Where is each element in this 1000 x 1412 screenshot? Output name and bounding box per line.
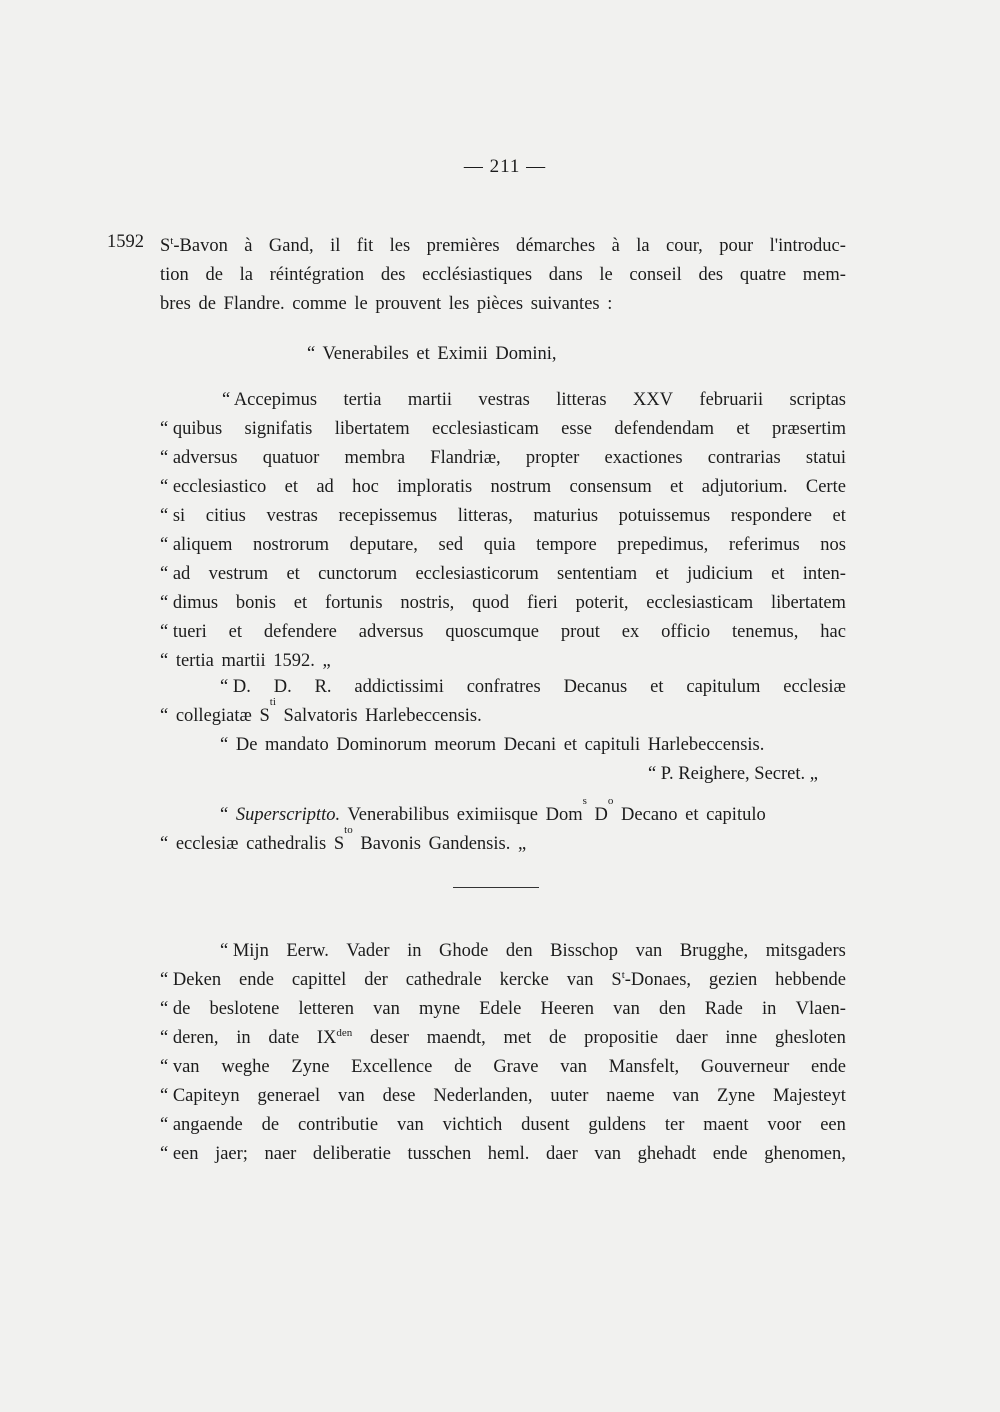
latin-letter-word: quod <box>472 593 510 613</box>
signature-block <box>160 673 846 789</box>
dutch-letter-word: Vlaen- <box>795 999 846 1019</box>
latin-letter-word: imploratis <box>397 477 473 497</box>
dutch-letter-word: Heeren <box>540 999 594 1019</box>
latin-letter-word: vestras <box>266 506 318 526</box>
superscription-line-2 <box>160 824 846 859</box>
latin-letter-line <box>160 618 846 647</box>
dutch-letter-word: propositie <box>584 1028 659 1048</box>
latin-letter-word: cunctorum <box>318 564 398 584</box>
latin-letter-word: statui <box>805 448 846 468</box>
dutch-letter-word: guldens <box>588 1115 646 1135</box>
latin-letter-word: esse <box>561 419 592 439</box>
dutch-letter-word: generael <box>257 1086 321 1106</box>
latin-letter-word: et <box>293 593 308 613</box>
signature-line-1 <box>160 673 846 702</box>
signature-line-2-post: Salvatoris Harlebeccensis. <box>275 706 482 726</box>
intro-word: réintégration <box>269 265 365 285</box>
dutch-letter-word: Mansfelt, <box>608 1057 680 1077</box>
signature-word: D. <box>273 677 292 697</box>
dutch-letter-word: ende <box>811 1057 846 1077</box>
dutch-letter <box>160 937 846 1169</box>
dutch-letter-word: Gouverneur <box>700 1057 790 1077</box>
dutch-letter-word: de <box>261 1115 280 1135</box>
superscription-line-1 <box>160 795 846 830</box>
signature-word: “ D. <box>220 677 251 697</box>
latin-letter-word: adjutorium. <box>701 477 788 497</box>
signature-word: addictissimi <box>354 677 444 697</box>
dutch-letter-word: beslotene <box>209 999 280 1019</box>
dutch-letter-word: naer <box>264 1144 297 1164</box>
latin-letter-line <box>160 473 846 502</box>
latin-letter-line <box>160 444 846 473</box>
dutch-letter-word: Excellence <box>351 1057 433 1077</box>
latin-letter-line <box>160 531 846 560</box>
latin-letter-word: scriptas <box>789 390 846 410</box>
dutch-letter-word: maent <box>703 1115 749 1135</box>
latin-letter-word: defendere <box>263 622 337 642</box>
dutch-letter-word: Rade <box>704 999 743 1019</box>
intro-word: de <box>205 265 223 285</box>
dutch-letter-word: inne <box>725 1028 758 1048</box>
latin-letter-line <box>160 415 846 444</box>
latin-letter-word: hac <box>820 622 846 642</box>
dutch-letter-word: Eerw. <box>286 941 329 961</box>
dutch-letter-word: daer <box>545 1144 578 1164</box>
latin-letter-word: XXV <box>632 390 674 410</box>
latin-letter-word: ex <box>621 622 640 642</box>
intro-word: la <box>636 236 650 256</box>
latin-letter-word: contrarias <box>707 448 781 468</box>
superscription-rest: Venerabilibus eximiisque Dom <box>340 805 583 825</box>
latin-letter-word: membra <box>344 448 406 468</box>
latin-letter-word: poterit, <box>575 593 629 613</box>
intro-word: démarches <box>516 236 596 256</box>
intro-word: ecclésiastiques <box>422 265 533 285</box>
latin-letter-word: nostris, <box>400 593 455 613</box>
dutch-letter-word: “ van <box>160 1057 200 1077</box>
intro-word: il <box>330 236 341 256</box>
dutch-letter-word: Ghode <box>439 941 489 961</box>
latin-letter-word: “ ad <box>160 564 191 584</box>
dutch-letter-word: Zyne <box>717 1086 756 1106</box>
margin-year: 1592 <box>107 232 144 252</box>
dutch-letter-word: kercke <box>499 970 549 990</box>
intro-word: $S^t$-Bavon <box>160 234 228 256</box>
dutch-letter-word: heml. <box>487 1144 530 1164</box>
latin-letter-word: nostrum <box>490 477 552 497</box>
dutch-letter-word: der <box>364 970 388 990</box>
dutch-letter-word: deser <box>369 1028 410 1048</box>
dutch-letter-word: Nederlanden, <box>433 1086 533 1106</box>
intro-word: premières <box>426 236 500 256</box>
latin-letter-word: potuissemus <box>618 506 711 526</box>
superscription-end: Decano et capitulo <box>613 805 766 825</box>
dutch-letter-word: ende <box>712 1144 748 1164</box>
latin-letter-word: ecclesiasticam <box>646 593 754 613</box>
signature-line-2-sup: ti <box>269 696 276 708</box>
intro-word: des <box>698 265 724 285</box>
latin-letter-word: maturius <box>533 506 599 526</box>
intro-line <box>160 232 846 261</box>
dutch-letter-word: letteren <box>298 999 354 1019</box>
latin-letter-word: martii <box>407 390 453 410</box>
latin-letter-word: ad <box>316 477 334 497</box>
latin-letter-word: quia <box>483 535 516 555</box>
latin-letter-word: “ aliquem <box>160 535 233 555</box>
intro-word: les <box>389 236 411 256</box>
latin-letter-word: prout <box>560 622 600 642</box>
latin-letter-word: fieri <box>526 593 558 613</box>
page-number: — 211 — <box>463 156 547 177</box>
latin-letter-word: quoscumque <box>445 622 539 642</box>
signature-line-2-pre: “ collegiatæ S <box>160 706 270 726</box>
latin-letter-word: citius <box>205 506 246 526</box>
dutch-letter-word: ter <box>664 1115 685 1135</box>
intro-word: quatre <box>739 265 787 285</box>
latin-letter-word: litteras <box>556 390 607 410</box>
dutch-letter-word: naeme <box>606 1086 655 1106</box>
latin-letter-word: respondere <box>730 506 812 526</box>
dutch-letter-word: van <box>560 1057 587 1077</box>
superscription-label: Superscriptto. <box>235 805 341 825</box>
latin-letter <box>160 386 846 676</box>
dutch-letter-word: jaer; <box>215 1144 248 1164</box>
dutch-letter-word: van <box>373 999 400 1019</box>
superscription-line-2-post: Bavonis Gandensis. „ <box>352 834 527 854</box>
signature-line-2 <box>160 696 846 731</box>
dutch-letter-word: gezien <box>708 970 758 990</box>
latin-letter-word: adversus <box>358 622 424 642</box>
dutch-letter-word: den <box>658 999 686 1019</box>
latin-letter-word: “ Accepimus <box>222 390 318 410</box>
intro-word: le <box>599 265 613 285</box>
dutch-letter-word: van <box>566 970 594 990</box>
dutch-letter-word: van <box>338 1086 365 1106</box>
latin-letter-word: et <box>832 506 846 526</box>
intro-word: à <box>611 236 620 256</box>
dutch-letter-word: cathedrale <box>405 970 482 990</box>
latin-letter-word: sententiam <box>557 564 638 584</box>
dutch-letter-word: “ Mijn <box>220 941 269 961</box>
signature-word: ecclesiæ <box>783 677 846 697</box>
latin-letter-word: et <box>670 477 684 497</box>
dutch-letter-word: $S^t$-Donaes, <box>611 968 692 990</box>
latin-letter-word: et <box>736 419 750 439</box>
latin-letter-word: referimus <box>728 535 800 555</box>
latin-letter-word: “ quibus <box>160 419 223 439</box>
intro-word: Gand, <box>268 236 314 256</box>
latin-letter-word: officio <box>661 622 711 642</box>
latin-letter-word: exactiones <box>604 448 683 468</box>
dutch-letter-word: “ Capiteyn <box>160 1086 240 1106</box>
latin-letter-word: “ adversus <box>160 448 238 468</box>
dutch-letter-line <box>160 966 846 995</box>
dutch-letter-word: Brugghe, <box>679 941 749 961</box>
latin-letter-word: prepedimus, <box>617 535 709 555</box>
dutch-letter-word: van <box>397 1115 424 1135</box>
intro-paragraph <box>160 232 846 319</box>
dutch-letter-word: een <box>820 1115 846 1135</box>
intro-word: fit <box>356 236 374 256</box>
dutch-letter-word: Majesteyt <box>772 1086 846 1106</box>
dutch-letter-word: ghenomen, <box>764 1144 846 1164</box>
superscription-line-2-sup: to <box>344 824 353 836</box>
dutch-letter-word: dusent <box>521 1115 570 1135</box>
latin-letter-word: februarii <box>699 390 764 410</box>
latin-letter-word: bonis <box>235 593 276 613</box>
latin-letter-word: deputare, <box>349 535 418 555</box>
intro-word: cour, <box>666 236 703 256</box>
superscription-mid: D <box>586 805 608 825</box>
latin-letter-word: propter <box>525 448 580 468</box>
dutch-letter-word: capittel <box>291 970 347 990</box>
dutch-letter-word: voor <box>767 1115 802 1135</box>
latin-letter-word: Certe <box>805 477 846 497</box>
dutch-letter-word: Bisschop <box>550 941 619 961</box>
signature-line-3: “ De mandato Dominorum meorum Decani et capituli Harlebeccensis. <box>220 735 765 755</box>
latin-letter-word: tertia <box>343 390 382 410</box>
dutch-letter-word: tusschen <box>407 1144 472 1164</box>
dutch-letter-word: Zyne <box>291 1057 330 1077</box>
dutch-letter-word: den <box>505 941 533 961</box>
latin-letter-line <box>160 560 846 589</box>
dutch-letter-word: weghe <box>221 1057 270 1077</box>
salutation-block <box>160 340 846 369</box>
dutch-letter-word: van <box>672 1086 700 1106</box>
dutch-letter-word: Vader <box>346 941 390 961</box>
intro-word: mem- <box>802 265 846 285</box>
intro-word: pour <box>719 236 754 256</box>
latin-letter-word: defendendam <box>614 419 714 439</box>
latin-letter-word: hoc <box>352 477 379 497</box>
dutch-letter-word: contributie <box>297 1115 379 1135</box>
dutch-letter-word: myne <box>419 999 461 1019</box>
intro-word: l'introduc- <box>769 236 846 256</box>
dutch-letter-word: dese <box>382 1086 416 1106</box>
latin-letter-word: libertatem <box>334 419 410 439</box>
latin-letter-word: “ si <box>160 506 186 526</box>
latin-letter-word: “ tertia martii 1592. „ <box>160 651 331 671</box>
latin-letter-word: sed <box>438 535 464 555</box>
dutch-letter-word: van <box>594 1144 622 1164</box>
superscription-sup-2: o <box>607 795 614 807</box>
intro-word: conseil <box>629 265 682 285</box>
dutch-letter-line <box>160 995 846 1024</box>
intro-line <box>160 261 846 290</box>
superscription-block <box>160 795 846 859</box>
intro-word: bres de Flandre. comme le prouvent les pièces suivantes : <box>160 294 613 314</box>
latin-letter-word: inten- <box>802 564 846 584</box>
latin-letter-word: fortunis <box>324 593 383 613</box>
dutch-letter-word: ghehadt <box>637 1144 697 1164</box>
dutch-letter-line <box>160 1024 846 1053</box>
dutch-letter-word: in <box>762 999 777 1019</box>
latin-letter-word: judicium <box>687 564 753 584</box>
superscription-line-2-pre: “ ecclesiæ cathedralis S <box>160 834 345 854</box>
latin-letter-line <box>160 647 846 676</box>
dutch-letter-word: date <box>268 1028 300 1048</box>
intro-line <box>160 290 846 319</box>
dutch-letter-word: daer <box>675 1028 708 1048</box>
latin-letter-word: signifatis <box>244 419 313 439</box>
dutch-letter-word: vichtich <box>442 1115 503 1135</box>
latin-letter-word: Flandriæ, <box>430 448 501 468</box>
dutch-letter-line <box>160 1082 846 1111</box>
section-divider <box>453 887 539 888</box>
dutch-letter-word: “ de <box>160 999 191 1019</box>
superscription-open: “ <box>220 805 236 825</box>
latin-letter-word: tenemus, <box>732 622 799 642</box>
latin-letter-word: “ dimus <box>160 593 219 613</box>
signature-word: capitulum <box>686 677 761 697</box>
latin-letter-word: præsertim <box>772 419 846 439</box>
latin-letter-word: ecclesiasticorum <box>415 564 539 584</box>
latin-letter-word: nos <box>820 535 846 555</box>
latin-letter-word: et <box>286 564 300 584</box>
signature-word: R. <box>314 677 332 697</box>
salutation: “ Venerabiles et Eximii Domini, <box>307 344 557 364</box>
dutch-letter-line <box>160 1111 846 1140</box>
dutch-letter-word: de <box>454 1057 472 1077</box>
signature-word: confratres <box>466 677 541 697</box>
dutch-letter-word: “ Deken <box>160 970 222 990</box>
latin-letter-word: libertatem <box>770 593 846 613</box>
dutch-letter-word: van <box>613 999 640 1019</box>
latin-letter-word: et <box>284 477 298 497</box>
latin-letter-word: vestras <box>478 390 530 410</box>
intro-word: dans <box>548 265 583 285</box>
dutch-letter-word: Grave <box>493 1057 539 1077</box>
dutch-letter-word: “ deren, <box>160 1028 219 1048</box>
latin-letter-word: litteras, <box>457 506 513 526</box>
latin-letter-word: tempore <box>536 535 597 555</box>
dutch-letter-word: in <box>407 941 422 961</box>
latin-letter-line <box>160 589 846 618</box>
latin-letter-word: et <box>771 564 785 584</box>
dutch-letter-line <box>160 1053 846 1082</box>
dutch-letter-word: deliberatie <box>312 1144 391 1164</box>
superscription-sup-1: s <box>582 795 587 807</box>
dutch-letter-word: in <box>236 1028 251 1048</box>
dutch-letter-word: hebbende <box>775 970 846 990</box>
latin-letter-word: nostrorum <box>253 535 330 555</box>
dutch-letter-word: $IX^{den}$ <box>316 1026 353 1048</box>
latin-letter-word: “ tueri <box>160 622 207 642</box>
latin-letter-word: “ ecclesiastico <box>160 477 267 497</box>
latin-letter-line <box>160 386 846 415</box>
signature-word: Decanus <box>563 677 628 697</box>
intro-word: la <box>239 265 253 285</box>
latin-letter-word: et <box>228 622 243 642</box>
dutch-letter-word: maendt, <box>426 1028 486 1048</box>
latin-letter-word: recepissemus <box>338 506 438 526</box>
latin-letter-word: consensum <box>569 477 652 497</box>
dutch-letter-word: de <box>548 1028 567 1048</box>
dutch-letter-word: “ angaende <box>160 1115 243 1135</box>
dutch-letter-word: Edele <box>479 999 522 1019</box>
dutch-letter-word: “ een <box>160 1144 199 1164</box>
dutch-letter-word: ghesloten <box>774 1028 846 1048</box>
dutch-letter-line <box>160 1140 846 1169</box>
intro-word: des <box>380 265 406 285</box>
latin-letter-word: ecclesiasticam <box>432 419 539 439</box>
signature-word: et <box>650 677 664 697</box>
latin-letter-line <box>160 502 846 531</box>
intro-word: à <box>244 236 253 256</box>
signature-line-4: “ P. Reighere, Secret. „ <box>647 764 818 784</box>
latin-letter-word: vestrum <box>208 564 269 584</box>
dutch-letter-word: ende <box>239 970 274 990</box>
latin-letter-word: et <box>655 564 669 584</box>
dutch-letter-line <box>160 937 846 966</box>
dutch-letter-word: uuter <box>550 1086 589 1106</box>
dutch-letter-word: met <box>503 1028 532 1048</box>
intro-word: tion <box>160 265 189 285</box>
dutch-letter-word: van <box>635 941 663 961</box>
dutch-letter-word: mitsgaders <box>765 941 846 961</box>
latin-letter-word: quatuor <box>262 448 320 468</box>
